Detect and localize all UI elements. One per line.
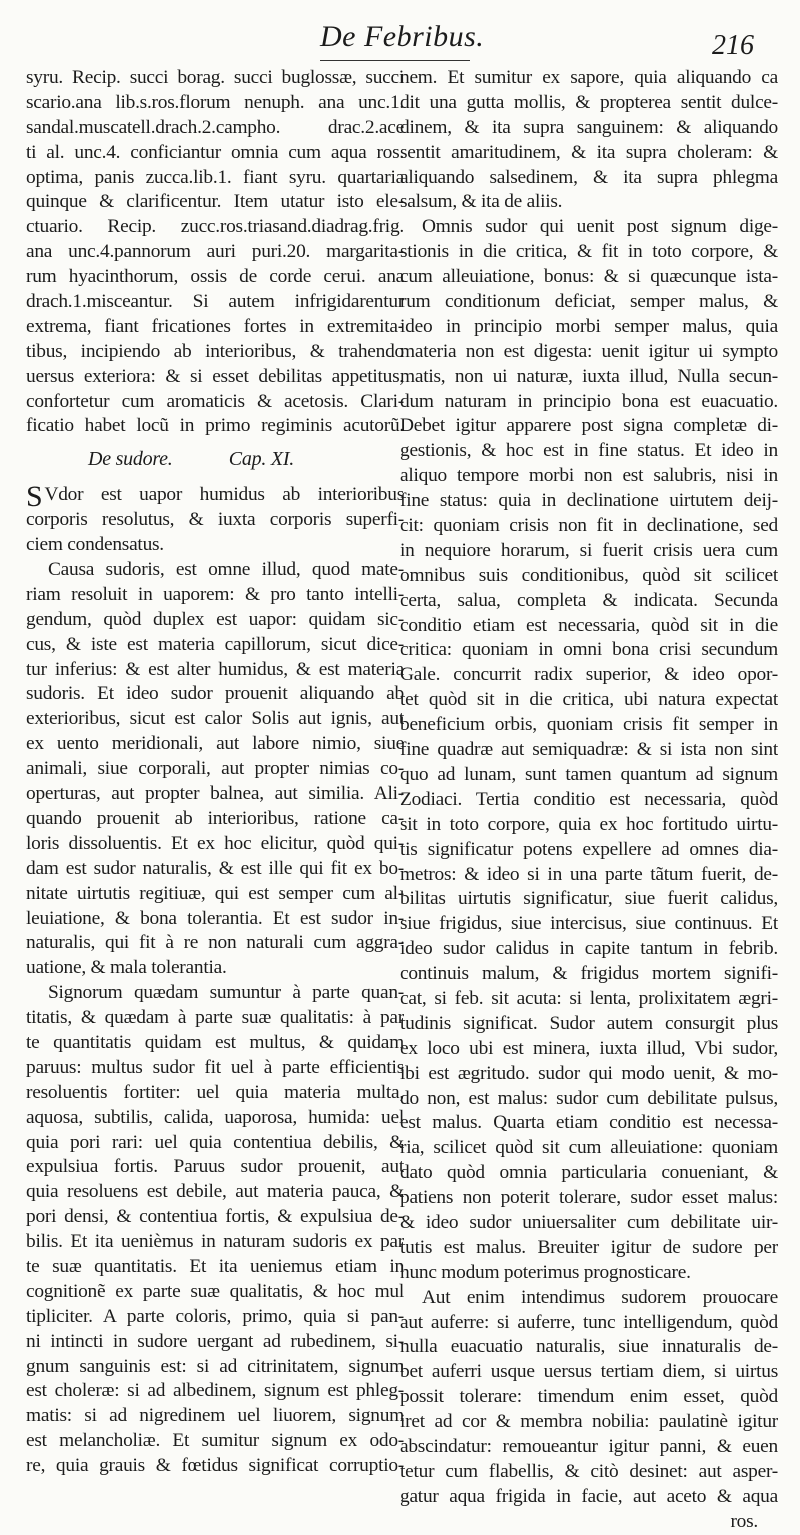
text-line: Debet igitur apparere post signa completæ di- [400,415,778,437]
right-column [400,66,778,1535]
text-line: dam est sudor naturalis, & est ille qui fit ex bo- [26,857,404,879]
text-line: critica: quoniam in omni bona crisi secundum [400,639,778,661]
text-line: extrema, fiant fricationes fortes in extremita- [26,315,404,337]
text-line: confortetur cum aromaticis & acetosis. Clari- [26,390,404,412]
text-line: quinque & clarificentur. Item utatur isto ele- [26,191,404,213]
text-line: ex uento meridionali, aut labore nimio, siue [26,733,404,755]
text-line: tudinis significat. Sudor autem consurgit plus [400,1012,778,1034]
title-underline [320,60,470,61]
text-line: aut auferre: si auferre, tunc intelligendum, quòd [400,1311,778,1333]
text-line: Zodiaci. Tertia conditio est necessaria, quòd [400,788,778,810]
text-line: riam resoluit in uaporem: & pro tanto intelli- [26,583,404,605]
text-line: operturas, aut propter balnea, aut similia. Ali- [26,783,404,805]
page-number: 216 [712,30,754,61]
text-line: rum conditionum deficiat, semper malus, & [400,291,778,313]
text-line: certa, salua, completa & indicata. Secunda [400,589,778,611]
text-line: sudoris. Et ideo sudor prouenit aliquando ab [26,683,404,705]
paragraph-definition [26,483,404,558]
text-line: exterioribus, sicut est calor Solis aut ignis, aut [26,708,404,730]
text-line: gendum, quòd duplex est uapor: quidam sic- [26,608,404,630]
text-line: Signorum quædam sumuntur à parte quan- [48,982,404,1004]
text-line: dit una gutta mollis, & propterea sentit dulce- [400,91,778,113]
text-line: te suæ quantitatis. Et ita ueniemus etiam in [26,1255,404,1277]
text-line: patiens non poterit tolerare, sudor esset malus: [400,1187,778,1209]
text-line: uatione, & mala tolerantia. [26,957,227,979]
text-line: abscindatur: remoueantur igitur panni, & euen [400,1435,778,1457]
paragraph-recipe [26,66,404,439]
text-line: iret ad cor & membra nobilia: paulatinè igitur [400,1411,778,1433]
text-line: sandal.muscatell.drach.2.campho. drac.2.ace [26,116,404,138]
text-line: titatis, & quædam à parte suæ qualitatis: à par [26,1007,404,1029]
text-line: resoluentis fortiter: uel quia materia multa, [26,1081,404,1103]
text-line: conditio etiam est necessaria, quòd sit in die [400,614,778,636]
text-line: nem. Et sumitur ex sapore, quia aliquando ca [400,67,778,88]
paragraph-treatment [400,1286,778,1510]
text-line: ni intincti in sudore uergant ad rubedinem, si- [26,1330,404,1352]
text-line: salsum, & ita de aliis. [400,191,563,213]
text-line: bilis. Et ita uenièmus in naturam sudoris ex par [26,1231,404,1253]
text-line: cat, si feb. sit acuta: si lenta, prolixitatem ægri- [400,987,778,1009]
text-line: Causa sudoris, est omne illud, quod mate- [48,559,404,581]
text-line: ria, scilicet quòd sit cum alleuiatione: quoniam [400,1137,778,1159]
text-line: ibi est ægritudo. sudor qui modo uenit, & mo- [400,1062,778,1084]
text-line: expulsiua fortis. Paruus sudor prouenit, aut [26,1156,404,1178]
text-line: ctuario. Recip. zucc.ros.triasand.diadrag.frig. [26,216,404,238]
text-line: tetur cum flabellis, & citò desinet: aut asper- [400,1460,778,1482]
text-line-last: ros. [730,1510,758,1532]
text-line: do non, est malus: sudor cum debilitate pulsus, [400,1087,778,1109]
text-line: naturalis, qui fit à re non naturali cum aggra- [26,932,404,954]
text-line: bet auferri usque uersus tertiam diem, si uirtus [400,1361,778,1383]
paragraph-critical-sweat [400,215,778,1285]
text-line: quando prouenit ab interioribus, ratione ca- [26,807,404,829]
text-line: omnibus suis conditionibus, quòd sit scilicet [400,564,778,586]
text-line: ana unc.4.pannorum auri puri.20. margarita- [26,241,404,263]
text-line: nitate uirtutis regitiuæ, qui est semper cum al- [26,882,404,904]
text-line: sentit amaritudinem, & ita supra choleram: & [400,141,778,163]
text-line: bilitas uirtutis significatur, siue fuerit calidus, [400,888,778,910]
text-line: beneficium orbis, quoniam crisis fit semper in [400,714,778,736]
text-line: quo ad lunam, sunt tamen quantum ad signum [400,763,778,785]
text-line: Omnis sudor qui uenit post signum dige- [422,216,778,238]
paragraph-taste [400,66,778,215]
text-line: hunc modum poterimus prognosticare. [400,1261,691,1283]
chapter-number: Cap. XI. [228,448,294,471]
text-line: aliquando salsedinem, & ita supra phlegma [400,166,778,188]
left-column [26,66,404,1479]
text-line: & ideo sudor uniuersaliter cum debilitate uir- [400,1211,778,1233]
text-line: paruus: multus sudor fit uel à parte efficientis [26,1056,404,1078]
text-line: aliquo tempore morbi non est salubris, nisi in [400,465,778,487]
text-line: est melancholiæ. Et sumitur signum ex odo- [26,1430,404,1452]
text-line: dinem, & ita supra sanguinem: & aliquando [400,116,778,138]
text-line: tur inferius: & est alter humidus, & est materia [26,658,404,680]
text-line: Aut enim intendimus sudorem prouocare [422,1286,778,1308]
text-line: ex loco ubi est minera, iuxta illud, Vbi sudor, [400,1037,778,1059]
text-line: cit: quoniam crisis non fit in declinatione, sed [400,515,778,537]
text-line: uersus exteriora: & si esset debilitas appetitus, [26,365,404,387]
text-line: metros: & ideo si in una parte tãtum fuerit, de- [400,863,778,885]
text-line: te quantitatis quidam est multus, & quidam [26,1031,404,1053]
text-line: dum naturam in principio bona est euacuatio. [400,390,778,412]
text-line: nulla euacuatio naturalis, siue innaturalis de- [400,1336,778,1358]
paragraph-causes [26,558,404,981]
text-line: cus, & iste est materia capillorum, sicut dice- [26,633,404,655]
text-line: optima, panis zucca.lib.1. fiant syru. quartaria [26,166,404,188]
section-heading [26,447,404,479]
text-line: dato quòd omnia particularia conueniant, & [400,1162,778,1184]
text-line: scario.ana lib.s.ros.florum nenuph. ana unc.1. [26,91,404,113]
text-line: re, quia grauis & fœtidus significat corruptio- [26,1455,404,1477]
text-line: Gale. concurrit radix superior, & ideo opor- [400,664,778,686]
text-line: tibus, incipiendo ab interioribus, & trahendo [26,340,404,362]
text-line: continuis malum, & frigidus mortem signifi- [400,963,778,985]
text-line: fine quadræ aut semiquadræ: & si ista non sint [400,739,778,761]
text-line: tet quòd sit in die critica, ubi natura expectat [400,689,778,711]
text-line: est choleræ: si ad albedinem, signum est phleg- [26,1380,404,1402]
running-title: De Febribus. [320,20,485,53]
text-line: quia pori rari: uel quia contentiua debilis, & [26,1131,404,1153]
text-line: cum alleuiatione, bonus: & si quæcunque ista- [400,266,778,288]
text-line: tis significatur potens expellere ad omnes dia- [400,838,778,860]
drop-cap: S [26,483,43,509]
text-line: ideo in principio morbi semper malus, quia [400,315,778,337]
text-line: stionis in die critica, & fit in toto corpore, & [400,241,778,263]
text-line: animali, siue corporali, aut propter nimias co- [26,758,404,780]
text-line: S Vdor est uapor humidus ab interioribus [26,483,404,509]
text-line: siue frigidus, siue intercisus, siue continuus. Et [400,913,778,935]
text-line: cognitionẽ ex parte suæ qualitatis, & hoc mul [26,1280,404,1302]
text-line: possit tolerare: timendum enim esset, quòd [400,1386,778,1408]
text-line: rum hyacinthorum, ossis de corde cerui. ana [26,266,404,288]
text-line: sit in toto corpore, quia ex hoc fortitudo uirtu- [400,813,778,835]
paragraph-signs [26,981,404,1479]
text-line: corporis resolutus, & iuxta corporis superfi- [26,509,404,531]
text-line: leuiatione, & bona tolerantia. Et est sudor in- [26,907,404,929]
text-line: matis: si ad nigredinem uel liuorem, signum [26,1405,404,1427]
text-line: materia non est digesta: uenit igitur ui sympto [400,340,778,362]
text-line: fine status: quia in declinatione uirtutem deij- [400,490,778,512]
text-line: loris dissoluentis. Et ex hoc elicitur, quòd qui- [26,832,404,854]
text-line: est malus. Quarta etiam conditio est necessa- [400,1112,778,1134]
text-line: matis, non ui naturæ, iuxta illud, Nulla secun- [400,365,778,387]
text-line: ciem condensatus. [26,534,164,556]
text-line: quia resoluens est debile, aut materia pauca, & [26,1181,404,1203]
text-line: ti al. unc.4. conficiantur omnia cum aqua ros. [26,141,404,163]
text-line: tutis est malus. Breuiter igitur de sudore per [400,1236,778,1258]
text-line: aquosa, subtilis, calida, uaporosa, humida: uel [26,1106,404,1128]
section-title: De sudore. [88,448,173,471]
text-line: gestionis, & hoc est in fine status. Et ideo in [400,440,778,462]
text-line: ficatio habet locũ in primo regiminis acutorũ. [26,415,404,437]
text-line: gatur aqua frigida in facie, aut aceto & aqua [400,1485,778,1507]
text-line: in nequiore horarum, si fuerit crisis uera cum [400,539,778,561]
text-line: drach.1.misceantur. Si autem infrigidarentur [26,291,404,313]
text-line: ideo sudor calidus in capite tantum in febrib. [400,938,778,960]
text-line: tipliciter. A parte coloris, primo, quia si pan- [26,1305,404,1327]
text-line: pori densi, & contentiua fortis, & expulsiua de- [26,1206,404,1228]
text-line: syru. Recip. succi borag. succi buglossæ, succi [26,67,404,88]
text-line: gnum sanguinis est: si ad citrinitatem, signum [26,1355,404,1377]
